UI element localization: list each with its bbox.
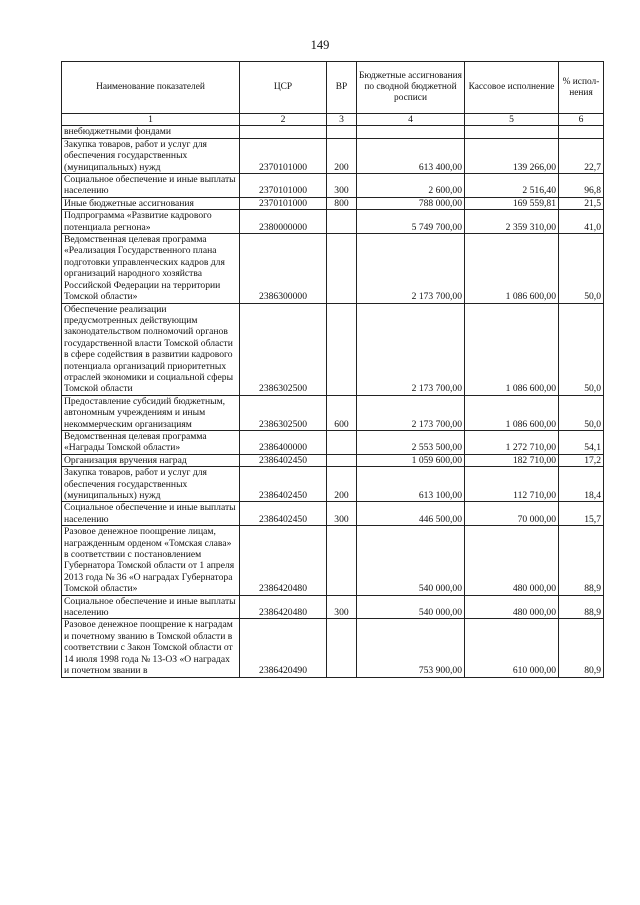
row-cash-cell: 169 559,81 xyxy=(465,197,559,209)
row-csr-cell: 2386402450 xyxy=(240,467,327,502)
row-name-cell: Ведомственная целевая программа «Реализация Государственного плана подготовки управленческих кадров для организаций народного хозяйства Российской Федерации на территории Томской области» xyxy=(62,234,240,303)
row-cash-cell: 1 086 600,00 xyxy=(465,234,559,303)
row-vr-cell xyxy=(327,303,357,395)
row-budget-cell: 753 900,00 xyxy=(357,619,465,677)
table-row xyxy=(62,502,604,526)
row-pct-cell: 41,0 xyxy=(559,210,604,234)
header-vr: ВР xyxy=(327,62,357,114)
table-row xyxy=(62,430,604,454)
row-budget-cell xyxy=(357,126,465,138)
row-vr-cell xyxy=(327,234,357,303)
table-row xyxy=(62,395,604,430)
row-name-cell: Социальное обеспечение и иные выплаты населению xyxy=(62,595,240,619)
column-numbers-row xyxy=(62,114,604,126)
row-pct-cell: 96,8 xyxy=(559,174,604,198)
page-number: 149 xyxy=(310,38,330,52)
row-vr-cell xyxy=(327,210,357,234)
table-row xyxy=(62,126,604,138)
row-name-cell: Подпрограмма «Развитие кадрового потенциала регнона» xyxy=(62,210,240,234)
row-pct-cell: 15,7 xyxy=(559,502,604,526)
table-row xyxy=(62,619,604,677)
row-cash-cell: 1 086 600,00 xyxy=(465,395,559,430)
row-cash-cell: 112 710,00 xyxy=(465,467,559,502)
row-budget-cell: 613 100,00 xyxy=(357,467,465,502)
row-pct-cell xyxy=(559,126,604,138)
column-number: 3 xyxy=(327,114,357,126)
row-csr-cell: 2386300000 xyxy=(240,234,327,303)
row-csr-cell: 2370101000 xyxy=(240,197,327,209)
column-number: 1 xyxy=(62,114,240,126)
row-cash-cell: 2 516,40 xyxy=(465,174,559,198)
row-budget-cell: 2 553 500,00 xyxy=(357,430,465,454)
table-row xyxy=(62,526,604,595)
row-name-cell: Социальное обеспечение и иные выплаты населению xyxy=(62,502,240,526)
row-vr-cell xyxy=(327,526,357,595)
row-csr-cell: 2386420480 xyxy=(240,595,327,619)
table-row xyxy=(62,467,604,502)
table-row xyxy=(62,210,604,234)
row-vr-cell: 600 xyxy=(327,395,357,430)
row-name-cell: Иные бюджетные ассигнования xyxy=(62,197,240,209)
row-csr-cell: 2370101000 xyxy=(240,174,327,198)
row-vr-cell: 800 xyxy=(327,197,357,209)
table-header-row xyxy=(62,62,604,114)
row-pct-cell: 50,0 xyxy=(559,395,604,430)
row-cash-cell: 480 000,00 xyxy=(465,595,559,619)
row-cash-cell xyxy=(465,126,559,138)
table-row xyxy=(62,197,604,209)
row-budget-cell: 2 173 700,00 xyxy=(357,234,465,303)
row-name-cell: Закупка товаров, работ и услуг для обеспечения государственных (муниципальных) нужд xyxy=(62,138,240,173)
row-cash-cell: 139 266,00 xyxy=(465,138,559,173)
row-budget-cell: 2 173 700,00 xyxy=(357,395,465,430)
row-pct-cell: 54,1 xyxy=(559,430,604,454)
row-pct-cell: 50,0 xyxy=(559,303,604,395)
row-vr-cell: 300 xyxy=(327,595,357,619)
row-vr-cell: 200 xyxy=(327,138,357,173)
table-row xyxy=(62,174,604,198)
row-vr-cell: 200 xyxy=(327,467,357,502)
row-csr-cell: 2386420490 xyxy=(240,619,327,677)
row-csr-cell: 2386420480 xyxy=(240,526,327,595)
row-pct-cell: 18,4 xyxy=(559,467,604,502)
row-csr-cell: 2386400000 xyxy=(240,430,327,454)
row-csr-cell: 2370101000 xyxy=(240,138,327,173)
row-budget-cell: 540 000,00 xyxy=(357,595,465,619)
header-csr: ЦСР xyxy=(240,62,327,114)
row-pct-cell: 21,5 xyxy=(559,197,604,209)
row-vr-cell: 300 xyxy=(327,174,357,198)
header-cash: Кассовое исполнение xyxy=(465,62,559,114)
column-number: 4 xyxy=(357,114,465,126)
row-name-cell: Разовое денежное поощрение лицам, награжденным орденом «Томская слава» в соответствии с постановлением Губернатора Томской области от 1 апреля 2013 года № 36 «О наградах Губернатора Томской области» xyxy=(62,526,240,595)
row-pct-cell: 80,9 xyxy=(559,619,604,677)
row-cash-cell: 182 710,00 xyxy=(465,454,559,466)
column-number: 5 xyxy=(465,114,559,126)
row-cash-cell: 1 272 710,00 xyxy=(465,430,559,454)
row-cash-cell: 610 000,00 xyxy=(465,619,559,677)
row-csr-cell: 2386302500 xyxy=(240,395,327,430)
row-vr-cell xyxy=(327,430,357,454)
row-pct-cell: 50,0 xyxy=(559,234,604,303)
row-budget-cell: 2 600,00 xyxy=(357,174,465,198)
row-vr-cell xyxy=(327,454,357,466)
column-number: 2 xyxy=(240,114,327,126)
header-name: Наименование показателей xyxy=(62,62,240,114)
row-cash-cell: 1 086 600,00 xyxy=(465,303,559,395)
row-budget-cell: 5 749 700,00 xyxy=(357,210,465,234)
table-row xyxy=(62,454,604,466)
budget-execution-table xyxy=(61,61,604,678)
row-cash-cell: 70 000,00 xyxy=(465,502,559,526)
row-vr-cell xyxy=(327,619,357,677)
table-row xyxy=(62,595,604,619)
row-pct-cell: 88,9 xyxy=(559,526,604,595)
row-budget-cell: 613 400,00 xyxy=(357,138,465,173)
row-name-cell: Организация вручения наград xyxy=(62,454,240,466)
row-pct-cell: 88,9 xyxy=(559,595,604,619)
row-name-cell: Социальное обеспечение и иные выплаты населению xyxy=(62,174,240,198)
row-cash-cell: 480 000,00 xyxy=(465,526,559,595)
row-csr-cell: 2386402450 xyxy=(240,502,327,526)
row-pct-cell: 17,2 xyxy=(559,454,604,466)
header-budget: Бюджетные ассигнования по сводной бюджетной росписи xyxy=(357,62,465,114)
column-number: 6 xyxy=(559,114,604,126)
row-budget-cell: 540 000,00 xyxy=(357,526,465,595)
row-budget-cell: 1 059 600,00 xyxy=(357,454,465,466)
row-csr-cell xyxy=(240,126,327,138)
header-pct: % испол-нения xyxy=(559,62,604,114)
table-row xyxy=(62,234,604,303)
row-csr-cell: 2386402450 xyxy=(240,454,327,466)
row-pct-cell: 22,7 xyxy=(559,138,604,173)
row-cash-cell: 2 359 310,00 xyxy=(465,210,559,234)
row-name-cell: Ведомственная целевая программа «Награды Томской области» xyxy=(62,430,240,454)
row-vr-cell xyxy=(327,126,357,138)
row-csr-cell: 2380000000 xyxy=(240,210,327,234)
row-budget-cell: 446 500,00 xyxy=(357,502,465,526)
table-row xyxy=(62,303,604,395)
row-name-cell: Закупка товаров, работ и услуг для обеспечения государственных (муниципальных) нужд xyxy=(62,467,240,502)
row-budget-cell: 2 173 700,00 xyxy=(357,303,465,395)
row-budget-cell: 788 000,00 xyxy=(357,197,465,209)
row-name-cell: Разовое денежное поощрение к наградам и почетному званию в Томской области в соответствии с Закон Томской области от 14 июля 1998 года № 13-ОЗ «О наградах и почетном звании в xyxy=(62,619,240,677)
row-name-cell: Предоставление субсидий бюджетным, автономным учреждениям и иным некоммерческим организациям xyxy=(62,395,240,430)
row-name-cell: внебюджетными фондами xyxy=(62,126,240,138)
row-csr-cell: 2386302500 xyxy=(240,303,327,395)
row-vr-cell: 300 xyxy=(327,502,357,526)
table-row xyxy=(62,138,604,173)
row-name-cell: Обеспечение реализации предусмотренных действующим законодательством полномочий органов государственной власти Томской области в сфере содействия в развитии кадрового потенциала организаций приоритетных отраслей экономики и социальной сферы Томской области xyxy=(62,303,240,395)
